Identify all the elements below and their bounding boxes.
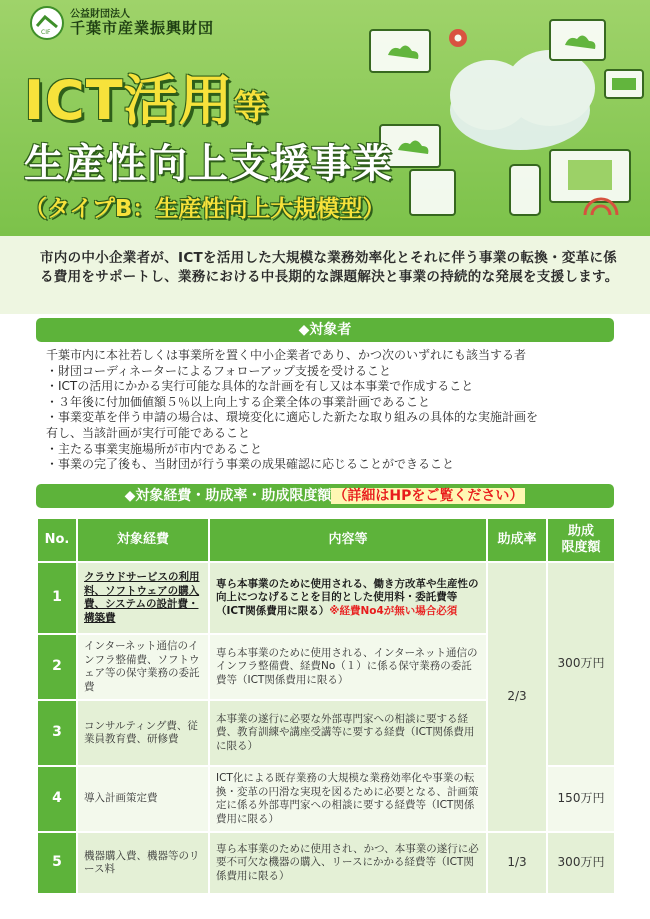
row-no: 3 xyxy=(37,700,77,766)
limit-value: 300万円 xyxy=(557,656,605,671)
col-header-limit xyxy=(547,518,615,562)
row-expense: 機器購入費、機器等のリース料 xyxy=(77,832,209,894)
eligibility-item: ・事業変革を伴う申請の場合は、環境変化に適応した新たな取り組みの具体的な実施計画を xyxy=(46,410,539,425)
logo-text: CIF xyxy=(41,29,51,36)
page-bottom-margin xyxy=(0,905,650,919)
rate-cell-5: 1/3 xyxy=(487,832,547,894)
row-content-text: 専ら本事業のために使用される、働き方改革や生産性の向上につなげることを目的とした使用料・委託費等（ICT関係費用に限る） xyxy=(216,577,479,617)
row-expense-text: クラウドサービスの利用料、ソフトウェアの購入費、システムの設計費・構築費 xyxy=(84,571,200,624)
row-content: 専ら本事業のために使用される、インターネット通信のインフラ整備費、経費No（１）に係る保守業務の委託費等（ICT関係費用に限る） xyxy=(209,634,487,700)
eligibility-item: 千葉市内に本社若しくは事業所を置く中小企業者であり、かつ次のいずれにも該当する者 xyxy=(46,348,527,362)
table-row xyxy=(37,832,615,894)
row-content: 専ら本事業のために使用され、かつ、本事業の遂行に必要不可欠な機器の購入、リースにかかる経費等（ICT関係費用に限る） xyxy=(209,832,487,894)
eligibility-item: ・事業の完了後も、当財団が行う事業の成果確認に応じることができること xyxy=(46,457,455,472)
title-main xyxy=(24,58,269,135)
eligibility-item: 有し、当該計画が実行可能であること xyxy=(46,425,251,440)
rate-cell-1-4: 2/3 xyxy=(487,562,547,832)
section-header-expenses xyxy=(36,484,614,508)
row-expense xyxy=(77,562,209,634)
cloud-network-illustration xyxy=(350,0,650,236)
col-header-limit-line2: 限度額 xyxy=(561,540,601,555)
hero-banner xyxy=(0,0,650,236)
eligibility-item: ・ICTの活用にかかる実行可能な具体的な計画を有し又は本事業で作成すること xyxy=(46,379,474,394)
expense-table xyxy=(36,517,616,895)
intro-text: 市内の中小企業者が、ICTを活用した大規模な業務効率化とそれに伴う事業の転換・変革に係る費用をサポートし、業務における中長期的な課題解決と事業の持続的な発展を支援します。 xyxy=(40,250,619,285)
row-expense: 導入計画策定費 xyxy=(77,766,209,832)
row-expense: コンサルティング費、従業員教育費、研修費 xyxy=(77,700,209,766)
col-header-no: No. xyxy=(37,518,77,562)
row-no: 2 xyxy=(37,634,77,700)
title-suffix: 等 xyxy=(233,88,269,128)
table-row xyxy=(37,562,615,634)
limit-cell-5: 300万円 xyxy=(547,832,615,894)
org-logo-block xyxy=(30,6,214,40)
table-header-row xyxy=(37,518,615,562)
intro-section xyxy=(0,236,650,314)
org-name: 千葉市産業振興財団 xyxy=(70,19,215,38)
eligibility-item: ・財団コーディネーターによるフォローアップ支援を受けること xyxy=(46,363,392,378)
col-header-limit-line1: 助成 xyxy=(567,524,594,539)
limit-cell-1-3 xyxy=(547,562,615,766)
row-no: 5 xyxy=(37,832,77,894)
row-no: 4 xyxy=(37,766,77,832)
details-link-note[interactable]: （詳細はHPをご覧ください） xyxy=(333,488,524,504)
row-expense: インターネット通信のインフラ整備費、ソフトウェア等の保守業務の委託費 xyxy=(77,634,209,700)
row-content xyxy=(209,562,487,634)
col-header-rate: 助成率 xyxy=(487,518,547,562)
row-content: 本事業の遂行に必要な外部専門家への相談に要する経費、教育訓練や講座受講等に要する経費（ICT関係費用に限る） xyxy=(209,700,487,766)
title-sub: 生産性向上支援事業 xyxy=(24,141,393,187)
row-no: 1 xyxy=(37,562,77,634)
col-header-content: 内容等 xyxy=(209,518,487,562)
foundation-logo-icon xyxy=(30,6,64,40)
eligibility-item: ・主たる事業実施場所が市内であること xyxy=(46,441,263,456)
row-content: ICT化による既存業務の大規模な業務効率化や事業の転換・変革の円滑な実現を図るために必要となる、計画策定に係る外部専門家への相談に要する経費等（ICT関係費用に限る） xyxy=(209,766,487,832)
section-header-expenses-text: ◆対象経費・助成率・助成限度額 xyxy=(124,488,332,504)
org-type: 公益財団法人 xyxy=(70,8,130,20)
eligibility-list xyxy=(46,348,626,473)
col-header-expense: 対象経費 xyxy=(77,518,209,562)
eligibility-item: ・３年後に付加価値額５％以上向上する企業全体の事業計画であること xyxy=(46,394,431,409)
title-main-text: ICT活用 xyxy=(24,69,234,132)
section-header-eligibility: ◆対象者 xyxy=(36,318,614,342)
limit-cell-4: 150万円 xyxy=(547,766,615,832)
row-note: ※経費No4が無い場合必須 xyxy=(329,604,458,617)
title-type: （タイプB：生産性向上大規模型） xyxy=(24,196,386,222)
